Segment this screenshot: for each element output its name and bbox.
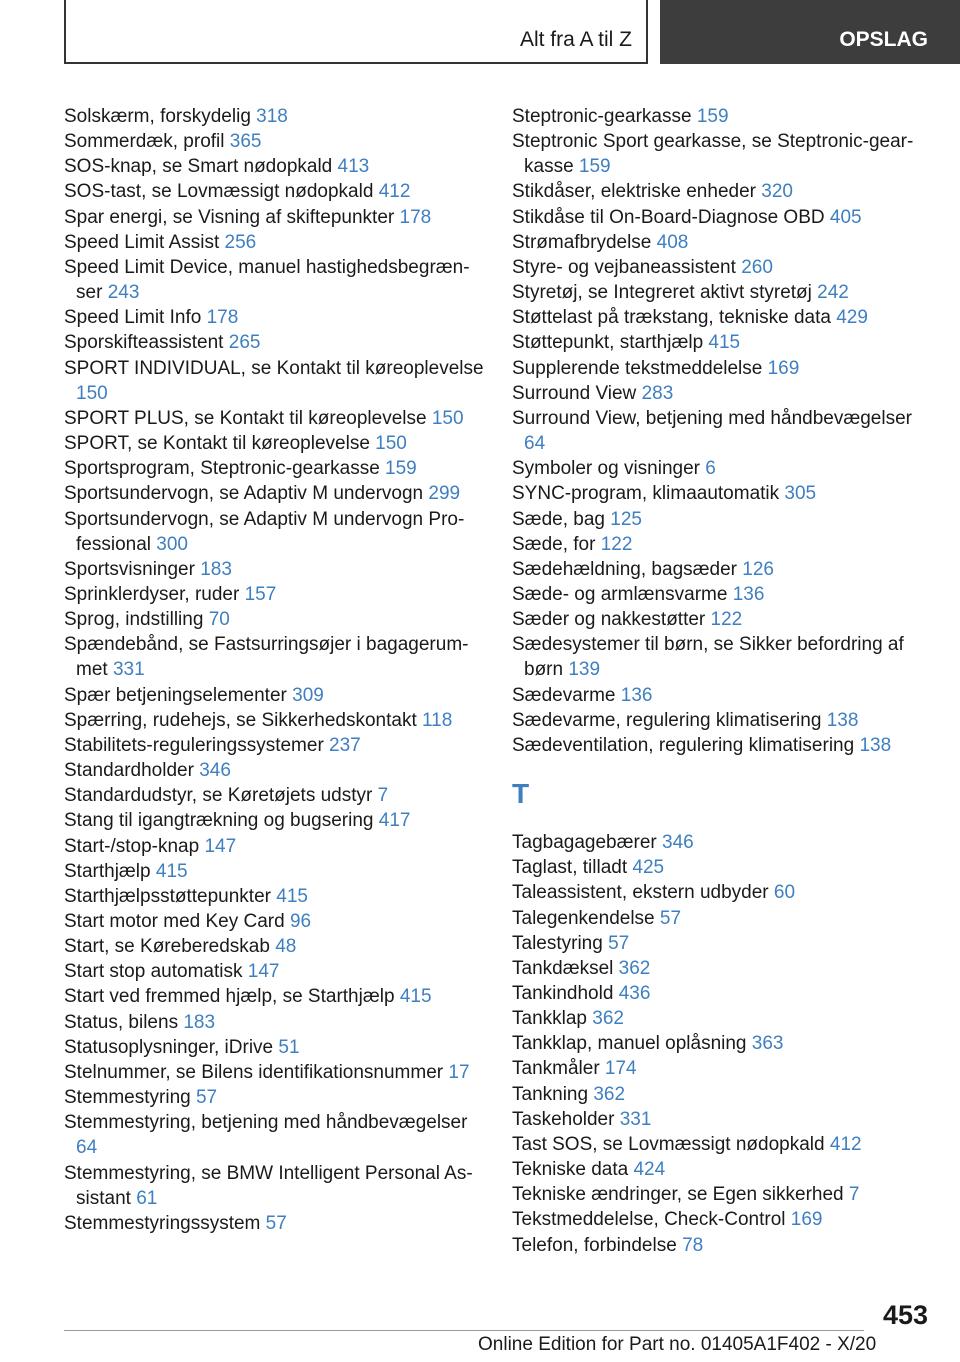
- index-page-link[interactable]: 159: [385, 458, 417, 480]
- index-entry-term: Sprinklerdyser, ruder: [64, 583, 245, 605]
- index-page-link[interactable]: 346: [662, 832, 694, 854]
- index-entry: [64, 834, 484, 859]
- index-entry: [512, 632, 932, 682]
- index-entry: [64, 431, 484, 456]
- index-entry-term: Stikdåser, elektriske enheder: [512, 181, 762, 203]
- index-entry: [64, 154, 484, 179]
- index-entry-term: Tankdæksel: [512, 957, 619, 979]
- index-entry-term: Tast SOS, se Lovmæssigt nødopkald: [512, 1133, 830, 1155]
- index-page-link[interactable]: 425: [632, 857, 665, 879]
- index-page-link[interactable]: 417: [378, 810, 411, 832]
- index-group-t: [512, 830, 932, 1258]
- index-entry: [512, 855, 932, 880]
- index-entry-term: Strømafbrydelse: [512, 231, 657, 253]
- index-page-link[interactable]: 138: [859, 734, 892, 756]
- index-entry: [512, 280, 932, 305]
- index-entry-term: Tankklap, manuel oplåsning: [512, 1033, 752, 1055]
- index-page-link[interactable]: 126: [742, 558, 774, 580]
- index-entry: [512, 931, 932, 956]
- index-page-link[interactable]: 6: [705, 458, 716, 480]
- index-page-link[interactable]: 96: [289, 911, 312, 932]
- index-entry-term: Sprog, indstilling: [64, 609, 209, 631]
- index-page-link[interactable]: 424: [633, 1159, 666, 1181]
- index-entry: [512, 230, 932, 255]
- index-entry: [64, 507, 484, 557]
- index-page-link[interactable]: 147: [204, 835, 237, 857]
- index-entry: [64, 104, 484, 129]
- index-entry-term: Sædehældning, bagsæder: [512, 558, 743, 580]
- index-page-link[interactable]: 265: [228, 332, 261, 354]
- index-entry-term: Stabilitets-reguleringssystemer: [64, 734, 330, 756]
- index-entry: [512, 1233, 932, 1258]
- index-entry-term: Status, bilens: [64, 1011, 184, 1033]
- index-entry: [512, 129, 932, 179]
- index-entry: [512, 1056, 932, 1081]
- index-page-link[interactable]: 283: [641, 382, 674, 404]
- header-title-box: [64, 0, 648, 64]
- index-entry: [64, 179, 484, 204]
- index-entry: [512, 981, 932, 1006]
- index-page-link[interactable]: 61: [136, 1187, 158, 1209]
- index-entry: [64, 1085, 484, 1110]
- index-entry-term: Styretøj, se Integreret aktivt styretøj: [512, 282, 818, 304]
- index-entry: [512, 956, 932, 981]
- index-page-link[interactable]: 57: [659, 907, 682, 929]
- index-entry-term: Starthjælp: [64, 860, 156, 882]
- index-entry-term: Stang til igangtrækning og bugsering: [64, 810, 379, 832]
- index-entry: [64, 582, 484, 607]
- index-page-link[interactable]: 183: [183, 1011, 216, 1033]
- index-page-link[interactable]: 415: [708, 332, 741, 354]
- section-letter: T: [512, 778, 530, 810]
- index-entry-term: Sportsundervogn, se Adaptiv M undervogn: [64, 483, 429, 505]
- index-entry: [64, 607, 484, 632]
- index-page-link[interactable]: 362: [593, 1083, 626, 1105]
- index-entry: [512, 532, 932, 557]
- index-page-link[interactable]: 362: [592, 1008, 624, 1030]
- index-entry-term: Starthjælpsstøttepunkter: [64, 885, 277, 907]
- index-entry: [64, 683, 484, 708]
- index-entry: [64, 1010, 484, 1035]
- index-entry-term: Tekstmeddelelse, Check-Control: [512, 1209, 791, 1231]
- index-entry: [64, 984, 484, 1009]
- index-entry-term: SOS-knap, se Smart nødopkald: [64, 156, 338, 178]
- index-entry-term: Speed Limit Device, manuel hastighedsbegrænser: [64, 256, 470, 304]
- index-page-link[interactable]: 159: [578, 156, 611, 178]
- index-entry: [512, 607, 932, 632]
- index-entry-term: Start-/stop-knap: [64, 835, 205, 857]
- index-entry-term: Steptronic-gearkasse: [512, 106, 697, 127]
- index-page-link[interactable]: 318: [256, 106, 288, 127]
- index-entry-term: Stemmestyring, se BMW Intelligent Personal Assistant: [64, 1162, 473, 1209]
- index-entry-term: Start ved fremmed hjælp, se Starthjælp: [64, 986, 400, 1008]
- index-entry: [512, 481, 932, 506]
- index-entry: [512, 557, 932, 582]
- index-entry: [64, 859, 484, 884]
- index-page-link[interactable]: 159: [696, 106, 729, 127]
- index-page-link[interactable]: 346: [199, 760, 231, 782]
- index-entry-term: SPORT PLUS, se Kontakt til køreoplevelse: [64, 407, 432, 429]
- index-entry: [512, 507, 932, 532]
- index-entry: [512, 179, 932, 204]
- index-page-link[interactable]: 436: [618, 983, 651, 1004]
- index-entry: [512, 205, 932, 230]
- index-entry: [64, 758, 484, 783]
- index-entry: [64, 481, 484, 506]
- index-page-link[interactable]: 408: [656, 231, 689, 253]
- index-page-link[interactable]: 260: [741, 256, 773, 278]
- header-section-tab[interactable]: [660, 0, 960, 64]
- index-entry-term: Start stop automatisk: [64, 961, 248, 983]
- index-entry: [512, 381, 932, 406]
- index-column-left: [64, 104, 484, 1236]
- index-entry-term: Spærring, rudehejs, se Sikkerhedskontakt: [64, 709, 423, 731]
- index-page-link[interactable]: 299: [428, 483, 461, 505]
- index-page-link[interactable]: 136: [620, 684, 653, 706]
- index-page-link[interactable]: 70: [208, 609, 230, 631]
- index-page-link[interactable]: 169: [767, 357, 800, 379]
- index-page-link[interactable]: 365: [229, 131, 262, 153]
- index-page-link[interactable]: 412: [378, 181, 411, 203]
- index-page-link[interactable]: 362: [618, 957, 651, 979]
- index-entry: [64, 456, 484, 481]
- index-entry: [64, 783, 484, 808]
- index-page-link[interactable]: 136: [732, 583, 765, 605]
- index-page-link[interactable]: 64: [76, 1137, 98, 1159]
- index-entry-term: Start motor med Key Card: [64, 911, 290, 932]
- index-page-link[interactable]: 178: [206, 307, 239, 329]
- index-page-link[interactable]: 256: [224, 231, 257, 253]
- index-entry: [64, 808, 484, 833]
- index-page-link[interactable]: 150: [76, 382, 108, 404]
- index-entry-term: Speed Limit Info: [64, 307, 207, 329]
- index-entry-term: Sæder og nakkestøtter: [512, 609, 711, 631]
- index-entry: [64, 884, 484, 909]
- index-entry-term: SYNC-program, klimaautomatik: [512, 483, 785, 505]
- index-entry: [512, 356, 932, 381]
- index-page-link[interactable]: 415: [399, 986, 432, 1008]
- index-entry: [512, 1082, 932, 1107]
- index-page-link[interactable]: 429: [836, 307, 868, 329]
- index-entry: [64, 934, 484, 959]
- index-entry-term: Standardholder: [64, 760, 200, 782]
- index-entry: [512, 733, 932, 758]
- index-entry: [64, 230, 484, 255]
- index-page-link[interactable]: 139: [568, 659, 601, 681]
- index-entry: [64, 1060, 484, 1085]
- index-entry: [512, 456, 932, 481]
- index-page-link[interactable]: 157: [244, 583, 277, 605]
- index-entry-term: Talegenkendelse: [512, 907, 660, 929]
- index-entry-term: Sporskifteassistent: [64, 332, 229, 354]
- index-page-link[interactable]: 118: [422, 709, 453, 731]
- index-entry-term: Stelnummer, se Bilens identifikationsnummer: [64, 1061, 449, 1083]
- index-entry: [64, 733, 484, 758]
- index-page-link[interactable]: 147: [247, 961, 280, 983]
- index-entry-term: Sportsundervogn, se Adaptiv M undervogn Professional: [64, 508, 465, 555]
- index-page-link[interactable]: 363: [751, 1033, 784, 1055]
- index-entry-term: Start, se Køreberedskab: [64, 936, 276, 958]
- index-page-link[interactable]: 412: [829, 1133, 862, 1155]
- index-entry-term: Surround View, betjening med håndbevægelser: [512, 407, 912, 429]
- index-entry: [512, 1157, 932, 1182]
- index-entry: [512, 1006, 932, 1031]
- index-entry-term: Taskeholder: [512, 1108, 620, 1130]
- index-group-s: [512, 104, 932, 758]
- index-entry-term: Sommerdæk, profil: [64, 131, 230, 153]
- index-page-link[interactable]: 64: [524, 433, 546, 455]
- index-page-link[interactable]: 57: [608, 932, 630, 954]
- index-entry: [512, 880, 932, 905]
- index-entry: [512, 1182, 932, 1207]
- index-entry: [64, 406, 484, 431]
- index-entry: [64, 557, 484, 582]
- index-entry: [512, 830, 932, 855]
- index-entry: [64, 632, 484, 682]
- index-page-link[interactable]: 125: [610, 508, 642, 530]
- index-entry-term: Tankindhold: [512, 983, 619, 1004]
- index-entry-term: Sæde, for: [512, 533, 601, 555]
- index-entry-term: Sæde- og armlænsvarme: [512, 583, 733, 605]
- index-page-link[interactable]: 305: [784, 483, 817, 505]
- index-entry: [512, 255, 932, 280]
- index-page-link[interactable]: 7: [848, 1184, 860, 1206]
- index-entry-term: Stemmestyring: [64, 1087, 196, 1109]
- index-page-link[interactable]: 331: [112, 659, 145, 681]
- index-page-link[interactable]: 150: [431, 407, 464, 429]
- index-entry: [512, 906, 932, 931]
- index-entry-term: SOS-tast, se Lovmæssigt nødopkald: [64, 181, 379, 203]
- index-entry: [64, 1161, 484, 1211]
- index-entry: [64, 205, 484, 230]
- page-number: 453: [882, 1300, 928, 1330]
- index-entry-term: Supplerende tekstmeddelelse: [512, 357, 768, 379]
- index-page-link[interactable]: 17: [448, 1061, 470, 1083]
- index-page-link[interactable]: 183: [200, 558, 232, 580]
- index-page-link[interactable]: 300: [156, 533, 188, 555]
- index-entry-term: Støttelast på trækstang, tekniske data: [512, 307, 837, 329]
- index-page-link[interactable]: 7: [377, 785, 389, 807]
- index-entry: [64, 255, 484, 305]
- index-entry-term: Styre- og vejbaneassistent: [512, 256, 742, 278]
- index-entry-term: Sædevarme: [512, 684, 621, 706]
- index-entry-term: Speed Limit Assist: [64, 231, 225, 253]
- index-page-link[interactable]: 309: [292, 684, 324, 706]
- index-page-link[interactable]: 178: [399, 206, 432, 228]
- index-entry-term: Sædeventilation, regulering klimatisering: [512, 734, 860, 756]
- index-entry-term: SPORT INDIVIDUAL, se Kontakt til køreoplevelse: [64, 357, 484, 379]
- index-entry-term: Tekniske ændringer, se Egen sikkerhed: [512, 1184, 849, 1206]
- index-page-link[interactable]: 169: [790, 1209, 823, 1231]
- index-entry: [512, 683, 932, 708]
- index-entry-term: Tankning: [512, 1083, 594, 1105]
- header-section-label: OPSLAG: [839, 28, 928, 51]
- index-entry: [64, 1035, 484, 1060]
- index-entry: [512, 305, 932, 330]
- index-entry-term: Surround View: [512, 382, 642, 404]
- index-page-link[interactable]: 415: [155, 860, 188, 882]
- index-page-link[interactable]: 51: [278, 1036, 300, 1058]
- index-page-link[interactable]: 331: [619, 1108, 652, 1130]
- index-entry-term: Stikdåse til On-Board-Diagnose OBD: [512, 206, 830, 228]
- index-page-link[interactable]: 78: [682, 1234, 704, 1256]
- index-entry-term: Sædevarme, regulering klimatisering: [512, 709, 827, 731]
- index-entry-term: Spændebånd, se Fastsurringsøjer i bagagerummet: [64, 634, 469, 681]
- index-entry-term: Spær betjeningselementer: [64, 684, 293, 706]
- index-entry-term: Tankklap: [512, 1008, 593, 1030]
- index-page-link[interactable]: 138: [826, 709, 859, 731]
- index-page-link[interactable]: 415: [276, 885, 308, 907]
- index-entry-term: Statusoplysninger, iDrive: [64, 1036, 279, 1058]
- index-entry: [64, 909, 484, 934]
- index-page-link[interactable]: 60: [773, 882, 796, 904]
- index-entry-term: Telefon, forbindelse: [512, 1234, 683, 1256]
- index-page-link[interactable]: 57: [265, 1212, 287, 1234]
- index-entry-term: Spar energi, se Visning af skiftepunkter: [64, 206, 400, 228]
- index-entry: [64, 1110, 484, 1160]
- index-page-link[interactable]: 405: [829, 206, 862, 228]
- index-entry-term: Stemmestyring, betjening med håndbevægelser: [64, 1112, 468, 1134]
- footer-edition: Online Edition for Part no. 01405A1F402 - X/20: [478, 1334, 877, 1355]
- index-entry: [64, 129, 484, 154]
- index-page-link[interactable]: 122: [600, 533, 633, 555]
- index-page-link[interactable]: 48: [275, 936, 297, 958]
- index-entry-term: Steptronic Sport gearkasse, se Steptronic-gearkasse: [512, 131, 914, 178]
- index-entry: [512, 104, 932, 129]
- index-entry: [64, 1211, 484, 1236]
- index-entry: [512, 1107, 932, 1132]
- index-entry-term: Taglast, tilladt: [512, 857, 633, 879]
- index-entry: [64, 305, 484, 330]
- index-entry: [512, 582, 932, 607]
- index-entry: [512, 708, 932, 733]
- index-entry: [512, 1207, 932, 1232]
- index-entry-term: Tagbagagebærer: [512, 832, 662, 854]
- index-entry: [512, 1031, 932, 1056]
- index-column-right: [512, 104, 932, 1258]
- index-entry-term: Sæde, bag: [512, 508, 611, 530]
- index-entry-term: Stemmestyringssystem: [64, 1212, 266, 1234]
- index-entry: [64, 356, 484, 406]
- index-entry-term: Støttepunkt, starthjælp: [512, 332, 709, 354]
- index-entry-term: Standardudstyr, se Køretøjets udstyr: [64, 785, 378, 807]
- index-entry-term: Sportsprogram, Steptronic-gearkasse: [64, 458, 386, 480]
- index-entry-term: Sædesystemer til børn, se Sikker befordring af børn: [512, 634, 904, 681]
- index-entry-term: Tankmåler: [512, 1058, 605, 1080]
- index-entry: [64, 959, 484, 984]
- index-entry: [512, 1132, 932, 1157]
- index-entry-term: Solskærm, forskydelig: [64, 106, 257, 127]
- index-entry: [512, 330, 932, 355]
- index-entry-term: Talestyring: [512, 932, 609, 954]
- header-title: Alt fra A til Z: [519, 28, 632, 51]
- index-entry-term: Symboler og visninger: [512, 458, 706, 480]
- index-page-link[interactable]: 243: [107, 282, 140, 304]
- index-entry-term: Sportsvisninger: [64, 558, 201, 580]
- index-page-link[interactable]: 122: [710, 609, 743, 631]
- index-entry-term: Tekniske data: [512, 1159, 634, 1181]
- index-page-link[interactable]: 237: [329, 734, 361, 756]
- index-entry: [64, 708, 484, 733]
- index-entry-term: Taleassistent, ekstern udbyder: [512, 882, 774, 904]
- index-entry: [512, 406, 932, 456]
- index-page-link[interactable]: 320: [761, 181, 793, 203]
- index-page-link[interactable]: 413: [337, 156, 370, 178]
- index-page-link[interactable]: 242: [817, 282, 849, 304]
- index-page-link[interactable]: 174: [604, 1058, 637, 1080]
- index-page-link[interactable]: 57: [195, 1087, 218, 1109]
- index-entry: [64, 330, 484, 355]
- index-entry-term: SPORT, se Kontakt til køreoplevelse: [64, 433, 376, 455]
- index-page-link[interactable]: 150: [375, 433, 407, 455]
- footer-divider: [64, 1330, 864, 1331]
